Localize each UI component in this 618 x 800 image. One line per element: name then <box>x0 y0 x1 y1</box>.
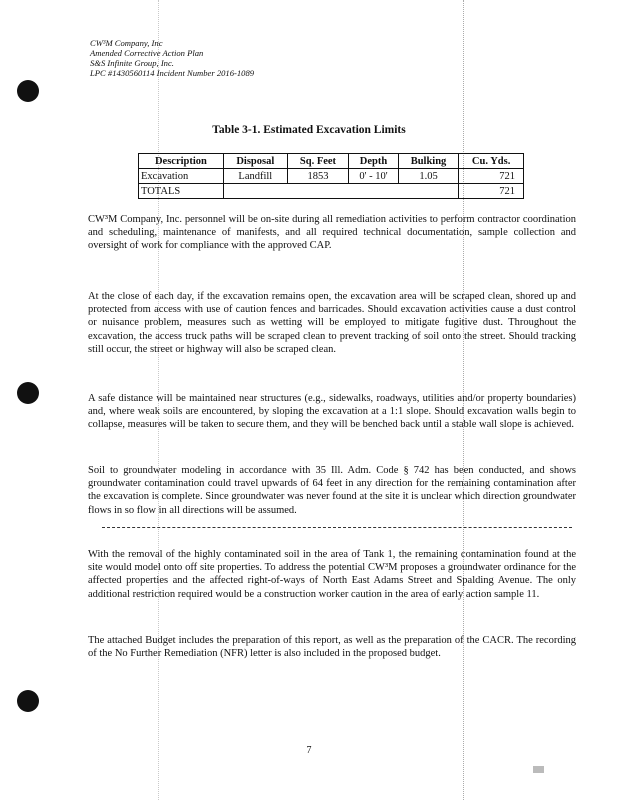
header-client: S&S Infinite Group, Inc. <box>90 58 174 68</box>
column-header: Bulking <box>398 154 459 169</box>
dashed-strike-line <box>102 527 572 528</box>
column-header: Description <box>139 154 224 169</box>
column-header: Depth <box>349 154 399 169</box>
scan-mark <box>533 766 544 773</box>
header-company: CW³M Company, Inc <box>90 38 163 48</box>
table-cell: 0' - 10' <box>349 169 399 184</box>
table-cell <box>223 184 287 199</box>
table-header-row <box>139 154 524 169</box>
header-doc-title: Amended Corrective Action Plan <box>90 48 204 58</box>
table-cell <box>398 184 459 199</box>
table-cell: Excavation <box>139 169 224 184</box>
table-cell: 1853 <box>287 169 348 184</box>
paragraph-budget: The attached Budget includes the preparation of this report, as well as the preparation of the CACR. The recording of the No Further Remediation (NFR) letter is also included in the proposed budget. <box>88 635 576 660</box>
paragraph-personnel: CW³M Company, Inc. personnel will be on-site during all remediation activities to perform contractor coordination and scheduling, maintenance of manifests, and all required technical documentation, sample collection and oversight of work for compliance with the approved CAP. <box>88 214 576 252</box>
table-cell: 1.05 <box>398 169 459 184</box>
excavation-table <box>138 153 524 199</box>
paragraph-site-protection: At the close of each day, if the excavation remains open, the excavation area will be scraped clean, shored up and protected from access with use of caution fences and barricades. Should excavation activities cause a dust control or nuisance problem, measures such as wetting will be employed to mitigate fugitive dust. Throughout the excavation, the access truck paths will be scraped clean to prevent tracking of soil onto the street. Should tracking still occur, the street or highway will also be scraped clean. <box>88 291 576 355</box>
paragraph-groundwater-modeling: Soil to groundwater modeling in accordance with 35 Ill. Adm. Code § 742 has been conducted, and shows groundwater contamination could travel upwards of 64 feet in any direction for the remaining contamination after the excavation is complete. Since groundwater was never found at the site it is unclear which direction groundwater flows in so flow in all directions will be assumed. <box>88 465 576 516</box>
hole-punch <box>17 80 39 102</box>
header-incident: LPC #1430560114 Incident Number 2016-1089 <box>90 68 255 78</box>
column-header: Cu. Yds. <box>459 154 524 169</box>
table-cell <box>349 184 399 199</box>
hole-punch <box>17 382 39 404</box>
hole-punch <box>17 690 39 712</box>
table-row <box>139 169 524 184</box>
column-header: Sq. Feet <box>287 154 348 169</box>
page-number: 7 <box>306 745 312 756</box>
totals-value: 721 <box>459 184 524 199</box>
table-cell <box>287 184 348 199</box>
table-cell: 721 <box>459 169 524 184</box>
paragraph-safe-distance: A safe distance will be maintained near structures (e.g., sidewalks, roadways, utilities and/or property boundaries) and, where weak soils are encountered, by sloping the excavation at a 1:1 slope. Should excavation walls begin to collapse, measures will be taken to secure them, and they will be benched back until a stable wall slope is achieved. <box>88 393 576 431</box>
paragraph-groundwater-ordinance: With the removal of the highly contaminated soil in the area of Tank 1, the remaining contamination found at the site would model onto off site properties. To address the potential CW³M proposes a groundwater ordinance for the affected properties and the affected right-of-ways of North East Adams Street and Spalding Avenue. The only additional restriction required would be a construction worker caution in the area of early action sample 11. <box>88 549 576 600</box>
document-header <box>90 38 254 78</box>
totals-label: TOTALS <box>139 184 224 199</box>
column-header: Disposal <box>223 154 287 169</box>
totals-row <box>139 184 524 199</box>
table-cell: Landfill <box>223 169 287 184</box>
table-title: Table 3-1. Estimated Excavation Limits <box>212 124 406 136</box>
